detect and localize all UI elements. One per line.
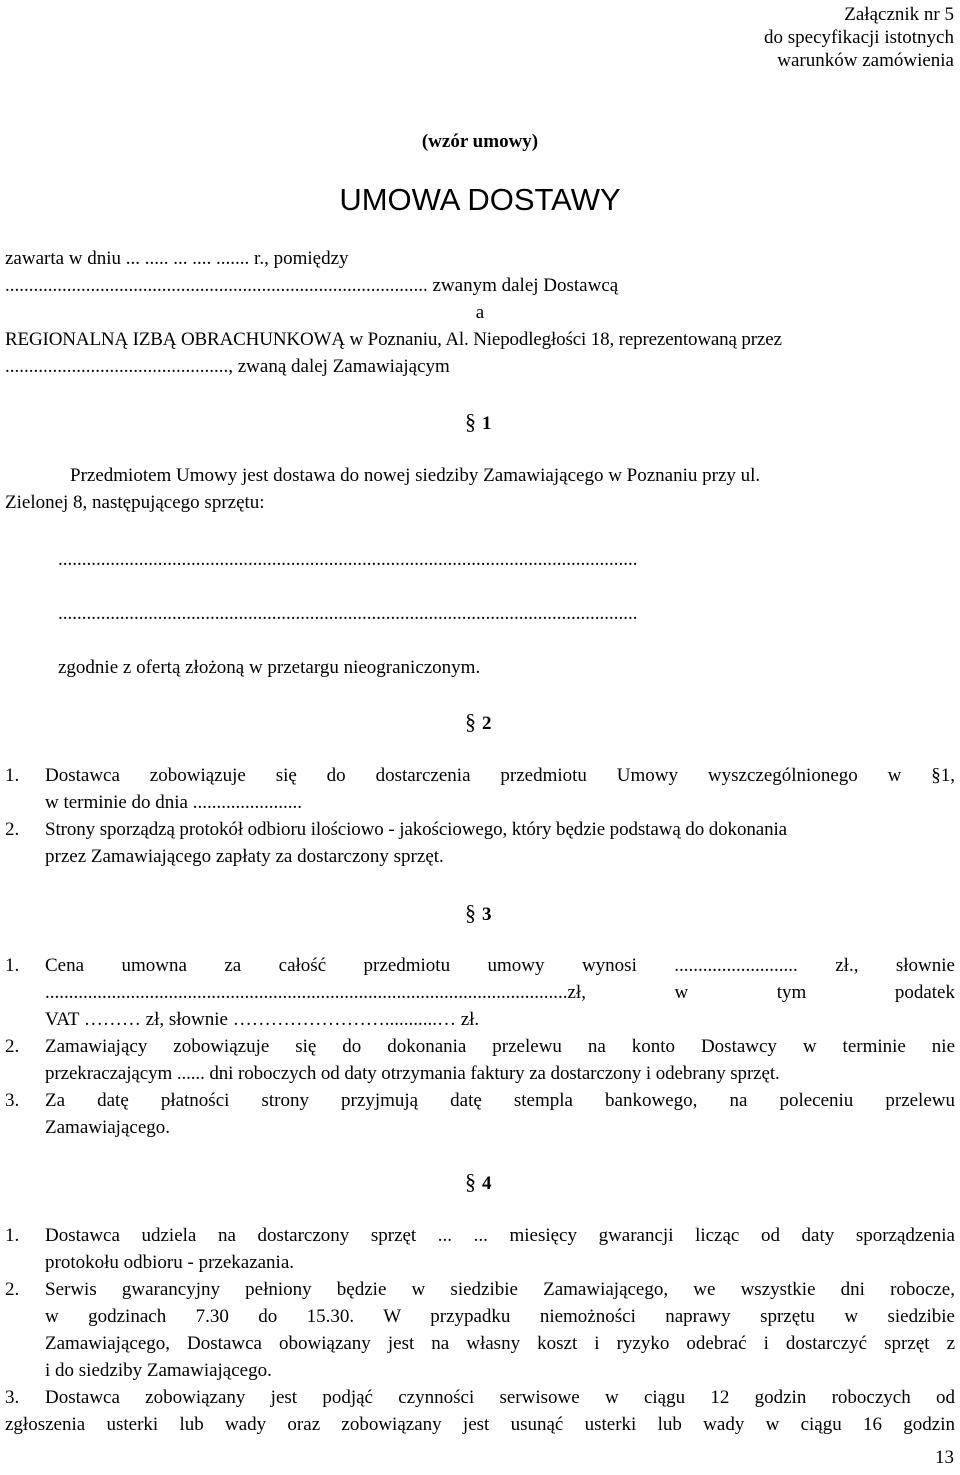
- equipment-placeholder-2: ..........................................................................................................................: [58, 603, 638, 624]
- section-2-item-2-line-2: przez Zamawiającego zapłaty za dostarczony sprzęt.: [45, 846, 444, 867]
- section-2-heading: § 2: [465, 709, 492, 734]
- section-4-item-1-line-2: protokołu odbioru - przekazania.: [45, 1252, 295, 1273]
- attachment-number: Załącznik nr 5: [844, 4, 954, 25]
- section-2-item-1-line-1: Dostawca zobowiązuje się do dostarczenia przedmiotu Umowy wyszczególnionego w §1,: [45, 765, 955, 786]
- intro-buyer-line: REGIONALNĄ IZBĄ OBRACHUNKOWĄ w Poznaniu, Al. Niepodległości 18, reprezentowaną przez: [5, 329, 782, 350]
- section-3-heading: § 3: [465, 900, 492, 925]
- intro-supplier-line: ......................................................................................... zwanym dalej Dostawcą: [5, 275, 619, 296]
- section-4-item-2-line-4: i do siedziby Zamawiającego.: [45, 1360, 272, 1381]
- section-sign-icon: §: [465, 900, 476, 925]
- section-3-item-1-line-2: ..............................................................................................................zł, w tym podatek: [45, 982, 955, 1003]
- section-4-item-2-line-2: w godzinach 7.30 do 15.30. W przypadku niemożności naprawy sprzętu w siedzibie: [45, 1306, 955, 1327]
- section-sign-icon: §: [465, 709, 476, 734]
- section-4-item-3-line-1: Dostawca zobowiązany jest podjąć czynności serwisowe w ciągu 12 godzin roboczych od: [45, 1387, 955, 1408]
- intro-buyer-cont: ..............................................., zwaną dalej Zamawiającym: [5, 356, 450, 377]
- section-3-item-3-line-2: Zamawiającego.: [45, 1117, 171, 1138]
- section-3-item-3-number: 3.: [5, 1090, 20, 1111]
- section-4-item-1-number: 1.: [5, 1225, 20, 1246]
- section-3-item-2-number: 2.: [5, 1036, 20, 1057]
- section-2-item-2-line-1: Strony sporządzą protokół odbioru ilościowo - jakościowego, który będzie podstawą do dokonania: [45, 819, 787, 840]
- section-4-item-2-number: 2.: [5, 1279, 20, 1300]
- section-4-item-2-line-3: Zamawiającego, Dostawca obowiązany jest na własny koszt i ryzyko odebrać i dostarczyć sprzęt z: [45, 1333, 955, 1354]
- section-2-item-1-line-2: w terminie do dnia .......................: [45, 792, 302, 813]
- section-4-item-1-line-1: Dostawca udziela na dostarczony sprzęt ... ... miesięcy gwarancji licząc od daty sporządzenia: [45, 1225, 955, 1246]
- section-3-item-1-line-3: VAT ……… zł, słownie ……………………...........… zł.: [45, 1009, 480, 1030]
- section-1-line-3: zgodnie z ofertą złożoną w przetargu nieograniczonym.: [58, 657, 481, 678]
- section-3-item-1-number: 1.: [5, 955, 20, 976]
- attachment-reference-cont: warunków zamówienia: [777, 50, 954, 71]
- section-3-item-2-line-1: Zamawiający zobowiązuje się do dokonania przelewu na konto Dostawcy w terminie nie: [45, 1036, 955, 1057]
- section-1-line-1: Przedmiotem Umowy jest dostawa do nowej siedziby Zamawiającego w Poznaniu przy ul.: [70, 465, 761, 486]
- section-sign-icon: §: [465, 1169, 476, 1194]
- attachment-reference: do specyfikacji istotnych: [764, 27, 954, 48]
- section-3-item-1-line-1: Cena umowna za całość przedmiotu umowy wynosi .......................... zł., słownie: [45, 955, 955, 976]
- intro-and: a: [475, 302, 485, 323]
- section-2-item-2-number: 2.: [5, 819, 20, 840]
- section-3-item-2-line-2: przekraczającym ...... dni roboczych od daty otrzymania faktury za dostarczony i odebrany sprzęt.: [45, 1063, 780, 1084]
- section-4-item-2-line-1: Serwis gwarancyjny pełniony będzie w siedzibie Zamawiającego, we wszystkie dni robocze,: [45, 1279, 955, 1300]
- intro-date-line: zawarta w dniu ... ..... ... .... ....... r., pomiędzy: [5, 248, 349, 269]
- page-number: 13: [935, 1447, 954, 1468]
- section-1-heading: § 1: [465, 409, 492, 434]
- equipment-placeholder-1: ..........................................................................................................................: [58, 549, 638, 570]
- section-4-heading: § 4: [465, 1169, 492, 1194]
- section-1-line-2: Zielonej 8, następującego sprzętu:: [5, 492, 265, 513]
- section-3-item-3-line-1: Za datę płatności strony przyjmują datę stempla bankowego, na poleceniu przelewu: [45, 1090, 955, 1111]
- section-2-item-1-number: 1.: [5, 765, 20, 786]
- section-sign-icon: §: [465, 409, 476, 434]
- page-title: UMOWA DOSTAWY: [339, 182, 621, 217]
- section-4-item-3-number: 3.: [5, 1387, 20, 1408]
- section-4-item-3-line-2: zgłoszenia usterki lub wady oraz zobowiązany jest usunąć usterki lub wady w ciągu 16 godzin: [5, 1414, 955, 1435]
- template-label: (wzór umowy): [421, 131, 539, 152]
